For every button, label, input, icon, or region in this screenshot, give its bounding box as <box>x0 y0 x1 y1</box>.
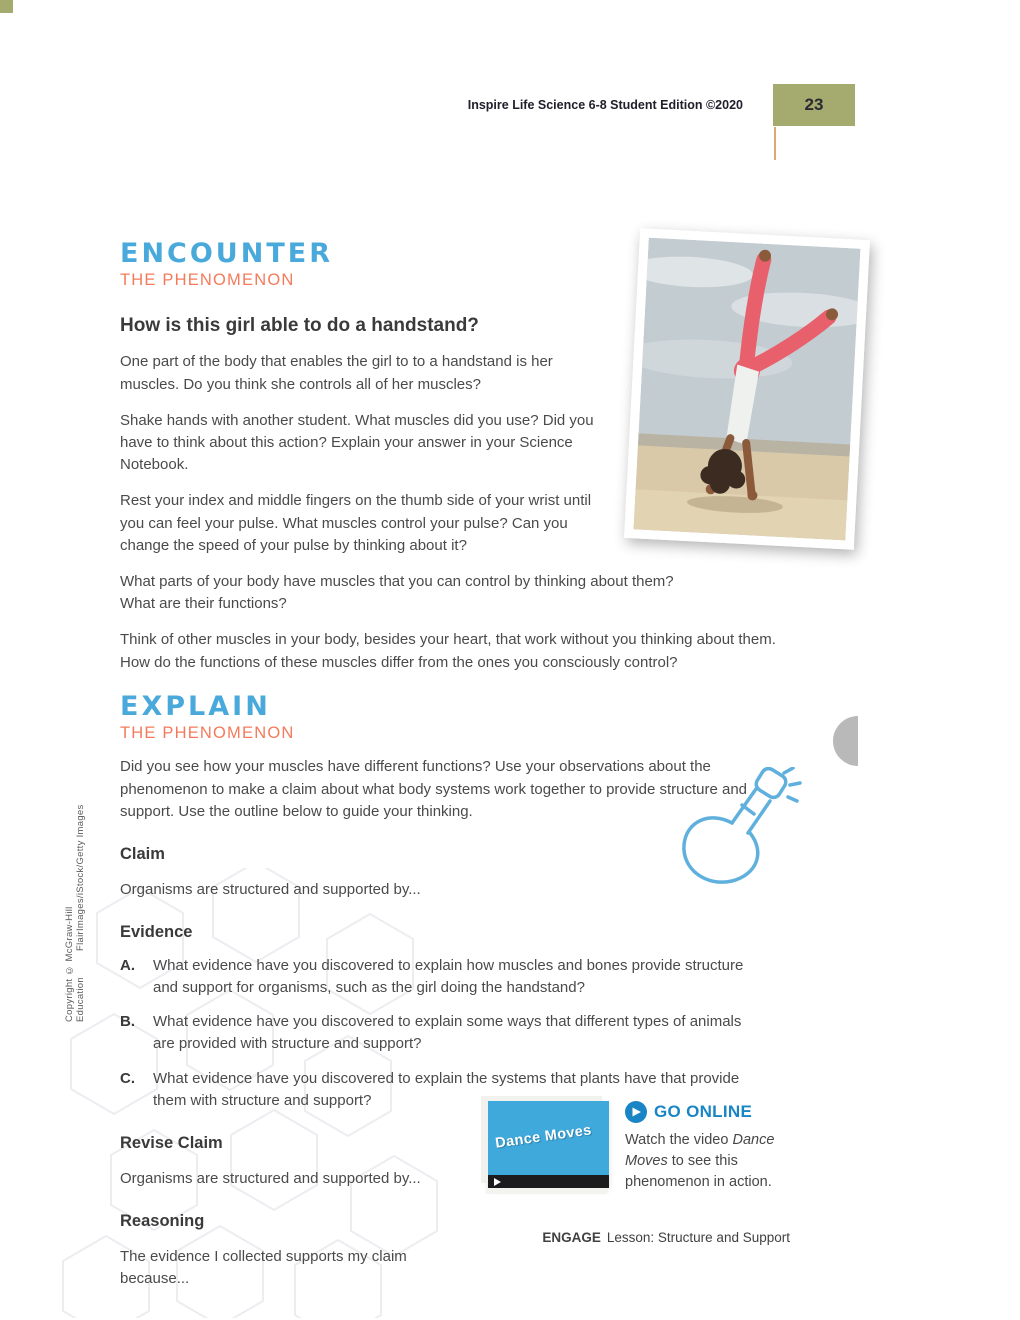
go-online-icon <box>625 1101 647 1123</box>
video-thumbnail <box>488 1101 609 1188</box>
header-tick-mark <box>774 127 776 160</box>
footer-lesson: Lesson: Structure and Support <box>606 1230 790 1245</box>
media-callout <box>488 1101 805 1193</box>
go-online-text-before: Watch the video <box>625 1132 733 1148</box>
explain-subtitle: THE PHENOMENON <box>120 724 295 743</box>
evidence-text: What evidence have you discovered to explain some ways that different types of animals are provided with structure and support? <box>153 1013 742 1053</box>
corner-mark <box>0 0 13 13</box>
reasoning-label: Reasoning <box>120 1211 205 1230</box>
photo-credit-text: FlairImages/iStock/Getty Images <box>75 804 86 952</box>
revise-claim-text: Organisms are structured and supported by... <box>120 1169 421 1187</box>
footer-stage: ENGAGE <box>542 1230 601 1245</box>
evidence-letter: C. <box>120 1069 135 1087</box>
video-thumbnail-label: Dance Moves <box>494 1122 593 1152</box>
evidence-item <box>120 1011 745 1055</box>
evidence-letter: A. <box>120 956 135 974</box>
play-icon <box>494 1178 501 1186</box>
claim-label: Claim <box>120 845 165 864</box>
video-progress-bar <box>488 1175 609 1188</box>
claim-text: Organisms are structured and supported by... <box>120 880 421 898</box>
explain-section <box>120 693 798 1290</box>
go-online-header <box>625 1101 805 1123</box>
edition-header: Inspire Life Science 6-8 Student Edition ©2020 <box>467 98 743 112</box>
encounter-paragraph: Shake hands with another student. What muscles did you use? Did you have to think about this action? Explain your answer in your Science Notebook. <box>120 411 594 474</box>
lesson-footer <box>542 1230 790 1245</box>
page-number-tab <box>773 84 855 126</box>
handstand-photo <box>624 228 870 550</box>
encounter-section <box>120 240 798 674</box>
page-header <box>60 84 855 126</box>
evidence-letter: B. <box>120 1013 135 1031</box>
page-number: 23 <box>804 95 824 114</box>
textbook-page <box>60 65 855 1287</box>
go-online-callout <box>625 1101 805 1193</box>
bicep-doodle-icon <box>672 767 804 895</box>
revise-claim-label: Revise Claim <box>120 1133 223 1152</box>
copyright-credit <box>64 726 86 1022</box>
evidence-text: What evidence have you discovered to explain the systems that plants have that provide them with structure and support? <box>153 1069 740 1109</box>
handstand-photo-illustration <box>634 238 861 541</box>
encounter-paragraph: What parts of your body have muscles that you can control by thinking about them? What are their functions? <box>120 572 674 613</box>
go-online-text-after: to see this phenomenon in action. <box>625 1153 772 1191</box>
go-online-text <box>625 1130 805 1193</box>
phenomenon-question: How is this girl able to do a handstand? <box>120 315 479 337</box>
explain-title: EXPLAIN <box>120 691 271 722</box>
reasoning-text: The evidence I collected supports my claim because... <box>120 1247 407 1287</box>
evidence-label: Evidence <box>120 923 193 942</box>
go-online-video-title: Dance Moves <box>625 1132 775 1170</box>
encounter-title: ENCOUNTER <box>120 238 333 269</box>
encounter-paragraph: One part of the body that enables the girl to to a handstand is her muscles. Do you think she controls all of her muscles? <box>120 353 553 393</box>
explain-intro: Did you see how your muscles have different functions? Use your observations about the phenomenon to make a claim about what body systems work together to provide structure and support. Use the outline below to guide your thinking. <box>120 758 748 820</box>
encounter-paragraph: Rest your index and middle fingers on the thumb side of your wrist until you can feel your pulse. What muscles control your pulse? Can you change the speed of your pulse by thinking about it? <box>120 492 592 554</box>
encounter-paragraph: Think of other muscles in your body, besides your heart, that work without you thinking about them. How do the functions of these muscles differ from the ones you consciously control? <box>120 631 776 671</box>
evidence-text: What evidence have you discovered to explain how muscles and bones provide structure and support for organisms, such as the girl doing the handstand? <box>153 956 744 997</box>
evidence-item <box>120 955 745 999</box>
go-online-title: GO ONLINE <box>654 1102 753 1121</box>
encounter-subtitle: THE PHENOMENON <box>120 271 295 290</box>
copyright-text: Copyright © McGraw-Hill Education <box>64 906 86 1022</box>
